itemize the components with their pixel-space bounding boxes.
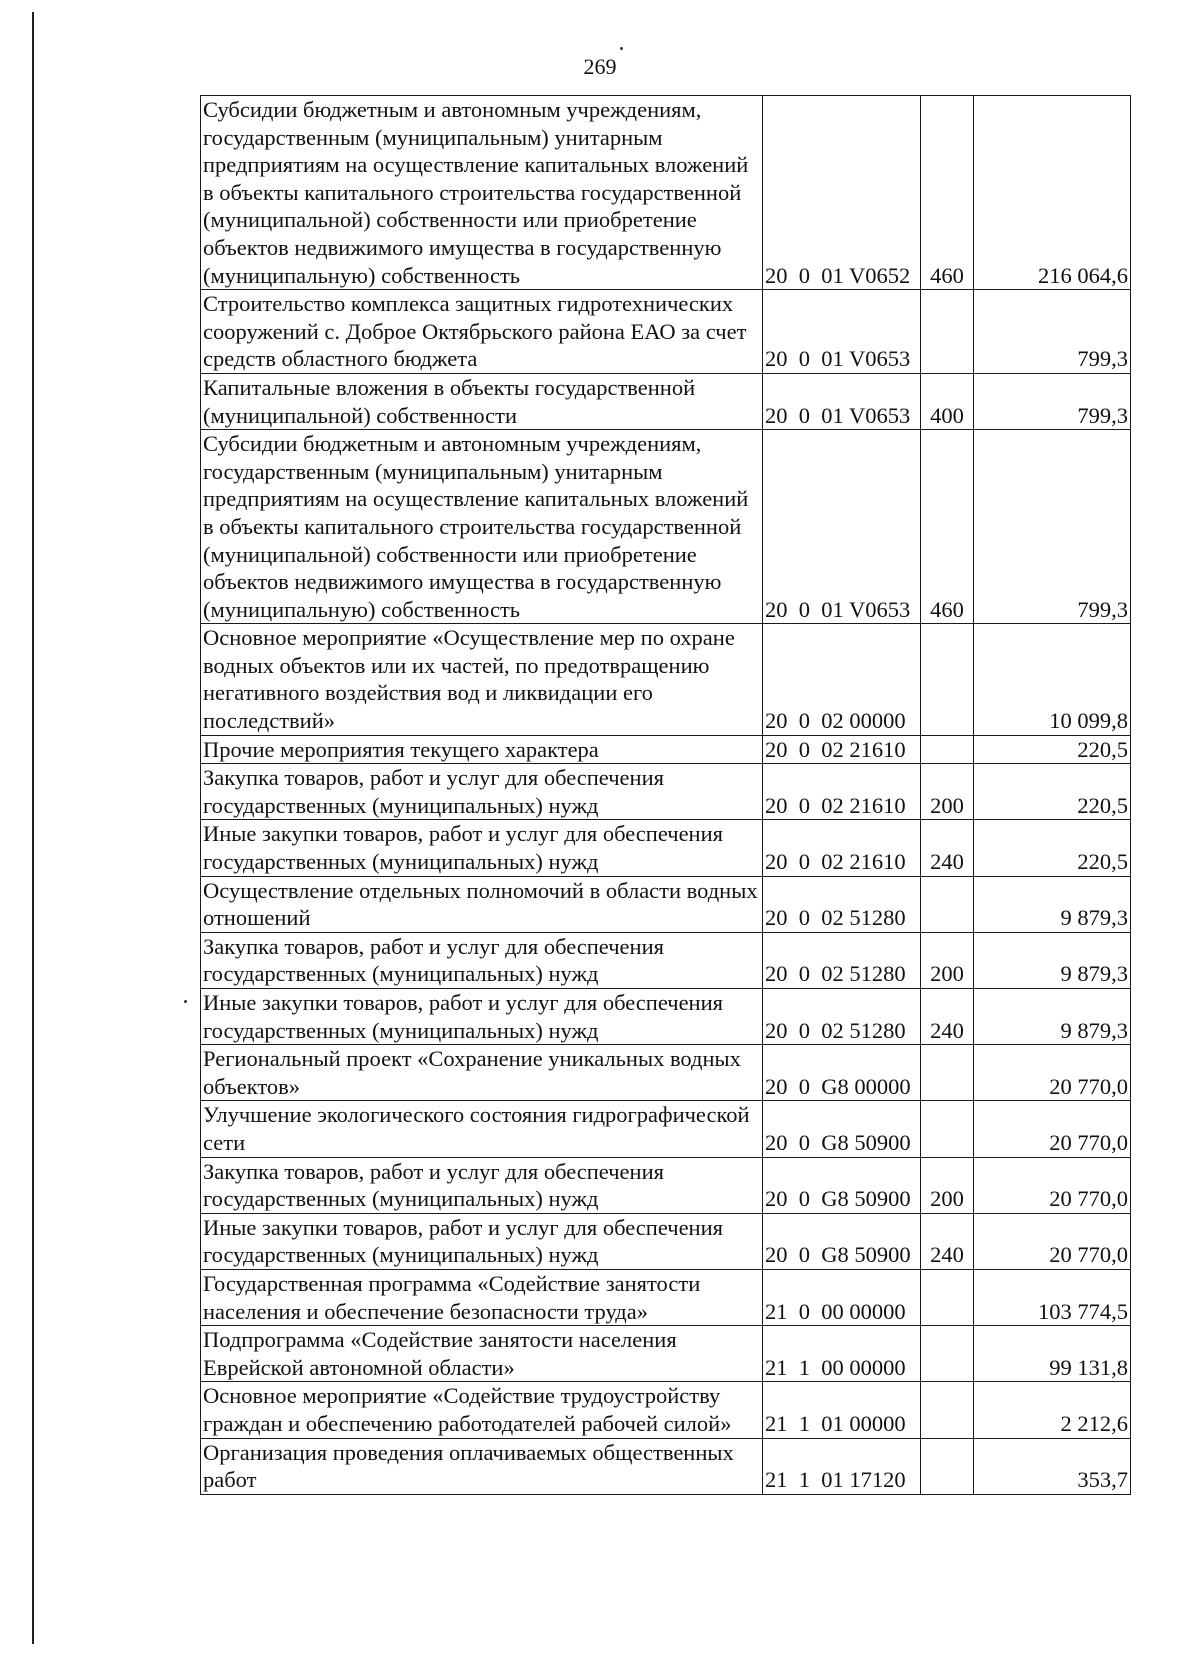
row-name-cell: Региональный проект «Сохранение уникальных водных объектов» xyxy=(201,1045,763,1101)
row-code-cell: 21 1 01 17120 xyxy=(763,1438,921,1494)
row-code-cell: 20 0 02 21610 xyxy=(763,735,921,764)
table-row xyxy=(201,876,1131,932)
row-expense-type-cell: 240 xyxy=(921,820,974,876)
row-sum-cell: 9 879,3 xyxy=(974,932,1131,988)
row-code-cell: 20 0 01 V0653 xyxy=(763,373,921,429)
row-code-cell: 20 0 G8 00000 xyxy=(763,1045,921,1101)
row-code-cell: 20 0 02 21610 xyxy=(763,820,921,876)
row-name-cell: Основное мероприятие «Содействие трудоустройству граждан и обеспечению работодателей рабочей силой» xyxy=(201,1382,763,1438)
row-expense-type-cell xyxy=(921,735,974,764)
table-row xyxy=(201,96,1131,290)
budget-table xyxy=(200,95,1131,1495)
table-row xyxy=(201,1382,1131,1438)
row-expense-type-cell: 200 xyxy=(921,932,974,988)
row-name-cell: Иные закупки товаров, работ и услуг для обеспечения государственных (муниципальных) нужд xyxy=(201,1213,763,1269)
row-name-cell: Иные закупки товаров, работ и услуг для обеспечения государственных (муниципальных) нужд xyxy=(201,820,763,876)
row-sum-cell: 220,5 xyxy=(974,764,1131,820)
row-sum-cell: 220,5 xyxy=(974,820,1131,876)
row-code-cell: 20 0 02 51280 xyxy=(763,876,921,932)
table-row xyxy=(201,1213,1131,1269)
row-name-cell: Иные закупки товаров, работ и услуг для обеспечения государственных (муниципальных) нужд xyxy=(201,989,763,1045)
budget-table-body xyxy=(201,96,1131,1495)
row-name-cell: Закупка товаров, работ и услуг для обеспечения государственных (муниципальных) нужд xyxy=(201,1157,763,1213)
left-margin-rule xyxy=(32,12,34,1644)
row-code-cell: 20 0 01 V0652 xyxy=(763,96,921,290)
row-code-cell: 21 1 01 00000 xyxy=(763,1382,921,1438)
table-row xyxy=(201,290,1131,374)
row-expense-type-cell xyxy=(921,1326,974,1382)
row-sum-cell: 20 770,0 xyxy=(974,1157,1131,1213)
table-row xyxy=(201,1269,1131,1325)
row-name-cell: Закупка товаров, работ и услуг для обеспечения государственных (муниципальных) нужд xyxy=(201,764,763,820)
row-sum-cell: 20 770,0 xyxy=(974,1213,1131,1269)
row-sum-cell: 353,7 xyxy=(974,1438,1131,1494)
row-sum-cell: 20 770,0 xyxy=(974,1101,1131,1157)
row-sum-cell: 9 879,3 xyxy=(974,876,1131,932)
row-sum-cell: 9 879,3 xyxy=(974,989,1131,1045)
row-code-cell: 20 0 02 00000 xyxy=(763,624,921,735)
row-sum-cell: 799,3 xyxy=(974,290,1131,374)
table-row xyxy=(201,373,1131,429)
row-name-cell: Государственная программа «Содействие занятости населения и обеспечение безопасности труда» xyxy=(201,1269,763,1325)
row-name-cell: Осуществление отдельных полномочий в области водных отношений xyxy=(201,876,763,932)
table-row xyxy=(201,820,1131,876)
row-expense-type-cell xyxy=(921,876,974,932)
row-sum-cell: 10 099,8 xyxy=(974,624,1131,735)
row-name-cell: Субсидии бюджетным и автономным учреждениям, государственным (муниципальным) унитарным предприятиям на осуществление капитальных вложений в объекты капитального строительства государственной (муниципальной) собственности или приобретение объектов недвижимого имущества в государственную (муниципальную) собственность xyxy=(201,430,763,624)
table-row xyxy=(201,932,1131,988)
row-expense-type-cell: 200 xyxy=(921,764,974,820)
row-expense-type-cell xyxy=(921,1269,974,1325)
row-sum-cell: 20 770,0 xyxy=(974,1045,1131,1101)
row-code-cell: 20 0 01 V0653 xyxy=(763,290,921,374)
row-expense-type-cell: 240 xyxy=(921,1213,974,1269)
table-row xyxy=(201,1157,1131,1213)
row-code-cell: 20 0 G8 50900 xyxy=(763,1157,921,1213)
row-expense-type-cell: 200 xyxy=(921,1157,974,1213)
row-code-cell: 20 0 02 21610 xyxy=(763,764,921,820)
row-code-cell: 20 0 02 51280 xyxy=(763,989,921,1045)
row-expense-type-cell xyxy=(921,1382,974,1438)
row-code-cell: 20 0 02 51280 xyxy=(763,932,921,988)
table-row xyxy=(201,764,1131,820)
row-code-cell: 21 1 00 00000 xyxy=(763,1326,921,1382)
row-expense-type-cell: 240 xyxy=(921,989,974,1045)
row-expense-type-cell: 460 xyxy=(921,96,974,290)
row-name-cell: Основное мероприятие «Осуществление мер по охране водных объектов или их частей, по предотвращению негативного воздействия вод и ликвидации его последствий» xyxy=(201,624,763,735)
scan-speck xyxy=(620,47,623,50)
table-row xyxy=(201,624,1131,735)
row-name-cell: Капитальные вложения в объекты государственной (муниципальной) собственности xyxy=(201,373,763,429)
row-name-cell: Подпрограмма «Содействие занятости населения Еврейской автономной области» xyxy=(201,1326,763,1382)
row-name-cell: Строительство комплекса защитных гидротехнических сооружений с. Доброе Октябрьского района ЕАО за счет средств областного бюджета xyxy=(201,290,763,374)
row-sum-cell: 216 064,6 xyxy=(974,96,1131,290)
row-sum-cell: 799,3 xyxy=(974,430,1131,624)
row-code-cell: 20 0 G8 50900 xyxy=(763,1101,921,1157)
row-sum-cell: 99 131,8 xyxy=(974,1326,1131,1382)
row-sum-cell: 220,5 xyxy=(974,735,1131,764)
row-name-cell: Прочие мероприятия текущего характера xyxy=(201,735,763,764)
table-row xyxy=(201,1045,1131,1101)
table-row xyxy=(201,735,1131,764)
row-code-cell: 20 0 G8 50900 xyxy=(763,1213,921,1269)
row-expense-type-cell xyxy=(921,1438,974,1494)
row-name-cell: Субсидии бюджетным и автономным учреждениям, государственным (муниципальным) унитарным предприятиям на осуществление капитальных вложений в объекты капитального строительства государственной (муниципальной) собственности или приобретение объектов недвижимого имущества в государственную (муниципальную) собственность xyxy=(201,96,763,290)
row-expense-type-cell xyxy=(921,624,974,735)
row-code-cell: 21 0 00 00000 xyxy=(763,1269,921,1325)
row-sum-cell: 2 212,6 xyxy=(974,1382,1131,1438)
row-sum-cell: 799,3 xyxy=(974,373,1131,429)
row-sum-cell: 103 774,5 xyxy=(974,1269,1131,1325)
scan-speck xyxy=(184,1000,187,1003)
table-row xyxy=(201,1326,1131,1382)
row-expense-type-cell xyxy=(921,1045,974,1101)
row-name-cell: Организация проведения оплачиваемых общественных работ xyxy=(201,1438,763,1494)
row-expense-type-cell: 400 xyxy=(921,373,974,429)
page-number: 269 xyxy=(583,54,617,79)
row-name-cell: Закупка товаров, работ и услуг для обеспечения государственных (муниципальных) нужд xyxy=(201,932,763,988)
row-code-cell: 20 0 01 V0653 xyxy=(763,430,921,624)
row-expense-type-cell xyxy=(921,290,974,374)
table-row xyxy=(201,430,1131,624)
row-name-cell: Улучшение экологического состояния гидрографической сети xyxy=(201,1101,763,1157)
table-row xyxy=(201,1101,1131,1157)
row-expense-type-cell xyxy=(921,1101,974,1157)
table-row xyxy=(201,989,1131,1045)
table-row xyxy=(201,1438,1131,1494)
row-expense-type-cell: 460 xyxy=(921,430,974,624)
